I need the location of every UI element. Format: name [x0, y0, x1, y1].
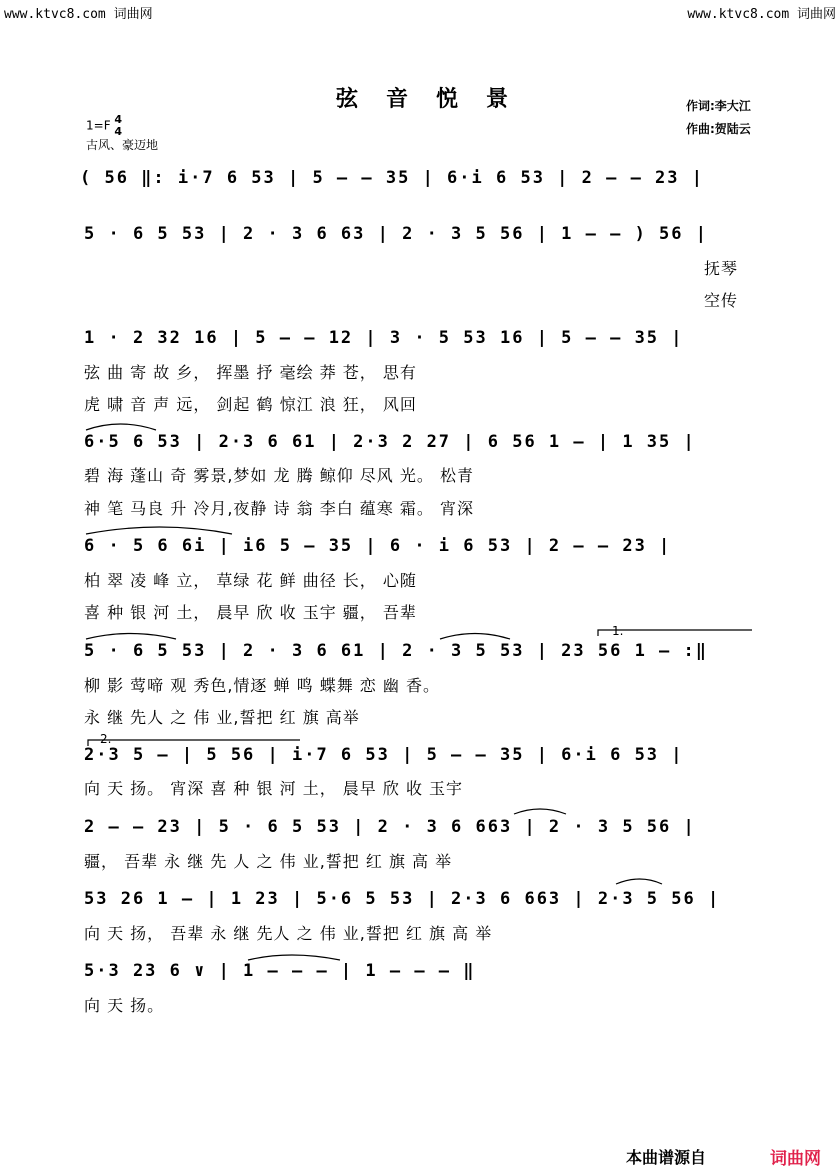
score-row-1: ( 56 ‖: i·7 6 53 | 5 — — 35 | 6·i 6 53 | 2 — — 23 |	[80, 168, 704, 188]
score-row-4: 6·5 6 53 | 2·3 6 61 | 2·3 2 27 | 6 56 1 — | 1 35 |	[84, 432, 696, 452]
slur	[514, 809, 566, 814]
lyric-row-3b: 虎 啸 音 声 远， 剑起 鹤 惊江 浪 狂， 风回	[84, 395, 417, 414]
lyric-row-4b: 神 笔 马良 升 冷月,夜静 诗 翁 李白 蕴寒 霜。 宵深	[84, 499, 474, 518]
lyric-row-2b: 空传	[704, 291, 739, 310]
lyric-row-8: 疆， 吾辈 永 继 先 人 之 伟 业,誓把 红 旗 高 举	[84, 852, 453, 871]
lyric-row-4a: 碧 海 蓬山 奇 雾景,梦如 龙 腾 鲸仰 尽风 光。 松青	[84, 466, 474, 485]
score-row-2: 5 · 6 5 53 | 2 · 3 6 63 | 2 · 3 5 56 | 1 — — ) 56 |	[84, 224, 708, 244]
lyric-row-10: 向 天 扬。	[84, 996, 165, 1015]
lyric-row-5b: 喜 种 银 河 土， 晨早 欣 收 玉宇 疆， 吾辈	[84, 603, 417, 622]
volta-2-bracket	[88, 740, 300, 746]
slur	[440, 634, 510, 640]
score-row-8: 2 — — 23 | 5 · 6 5 53 | 2 · 3 6 663 | 2 · 3 5 56 |	[84, 817, 696, 837]
lyricist: 作词:李大江	[686, 99, 751, 113]
lyric-row-9: 向 天 扬， 吾辈 永 继 先人 之 伟 业,誓把 红 旗 高 举	[84, 924, 493, 943]
score-row-10: 5·3 23 6 ∨ | 1 — — — | 1 — — — ‖	[84, 961, 476, 981]
key-label: 1=F	[86, 118, 111, 133]
composer: 作曲:贺陆云	[686, 122, 751, 136]
score-row-7: 2·3 5 — | 5 56 | i·7 6 53 | 5 — — 35 | 6·i 6 53 |	[84, 745, 684, 765]
volta-1: 1.	[612, 624, 624, 638]
lyric-row-5a: 柏 翠 凌 峰 立， 草绿 花 鲜 曲径 长， 心随	[84, 571, 417, 590]
watermark-left: www.ktvc8.com 词曲网	[4, 7, 153, 22]
song-title: 弦音悦景	[336, 86, 537, 112]
slur	[248, 955, 340, 960]
slur	[86, 527, 232, 534]
lyric-row-7: 向 天 扬。 宵深 喜 种 银 河 土， 晨早 欣 收 玉宇	[84, 779, 464, 798]
score-row-6: 5 · 6 5 53 | 2 · 3 6 61 | 2 · 3 5 53 | 23 56 1 — :‖	[84, 641, 708, 661]
score-row-5: 6 · 5 6 6i | i6 5 — 35 | 6 · i 6 53 | 2 — — 23 |	[84, 536, 672, 556]
lyric-row-6b: 永 继 先人 之 伟 业,誓把 红 旗 高举	[84, 708, 360, 727]
slur	[616, 879, 662, 884]
lyric-row-2a: 抚琴	[704, 259, 739, 278]
lyric-row-6a: 柳 影 莺啼 观 秀色,情逐 蝉 鸣 蝶舞 恋 幽 香。	[84, 676, 440, 695]
score-row-9: 53 26 1 — | 1 23 | 5·6 5 53 | 2·3 6 663 | 2·3 5 56 |	[84, 889, 721, 909]
volta-1-bracket	[598, 630, 752, 636]
footer-site-link[interactable]: 词曲网	[770, 1149, 821, 1169]
tempo-style: 古风、豪迈地	[86, 138, 159, 152]
slur	[86, 424, 156, 430]
footer-source-label: 本曲谱源自	[626, 1148, 707, 1167]
lyric-row-3a: 弦 曲 寄 故 乡， 挥墨 抒 毫绘 莽 苍， 思有	[84, 363, 417, 382]
time-top: 4	[114, 113, 123, 126]
time-bottom: 4	[114, 125, 123, 138]
volta-2: 2.	[100, 732, 112, 746]
watermark-right: www.ktvc8.com 词曲网	[687, 7, 836, 22]
slur	[86, 634, 176, 640]
score-row-3: 1 · 2 32 16 | 5 — — 12 | 3 · 5 53 16 | 5 — — 35 |	[84, 328, 684, 348]
